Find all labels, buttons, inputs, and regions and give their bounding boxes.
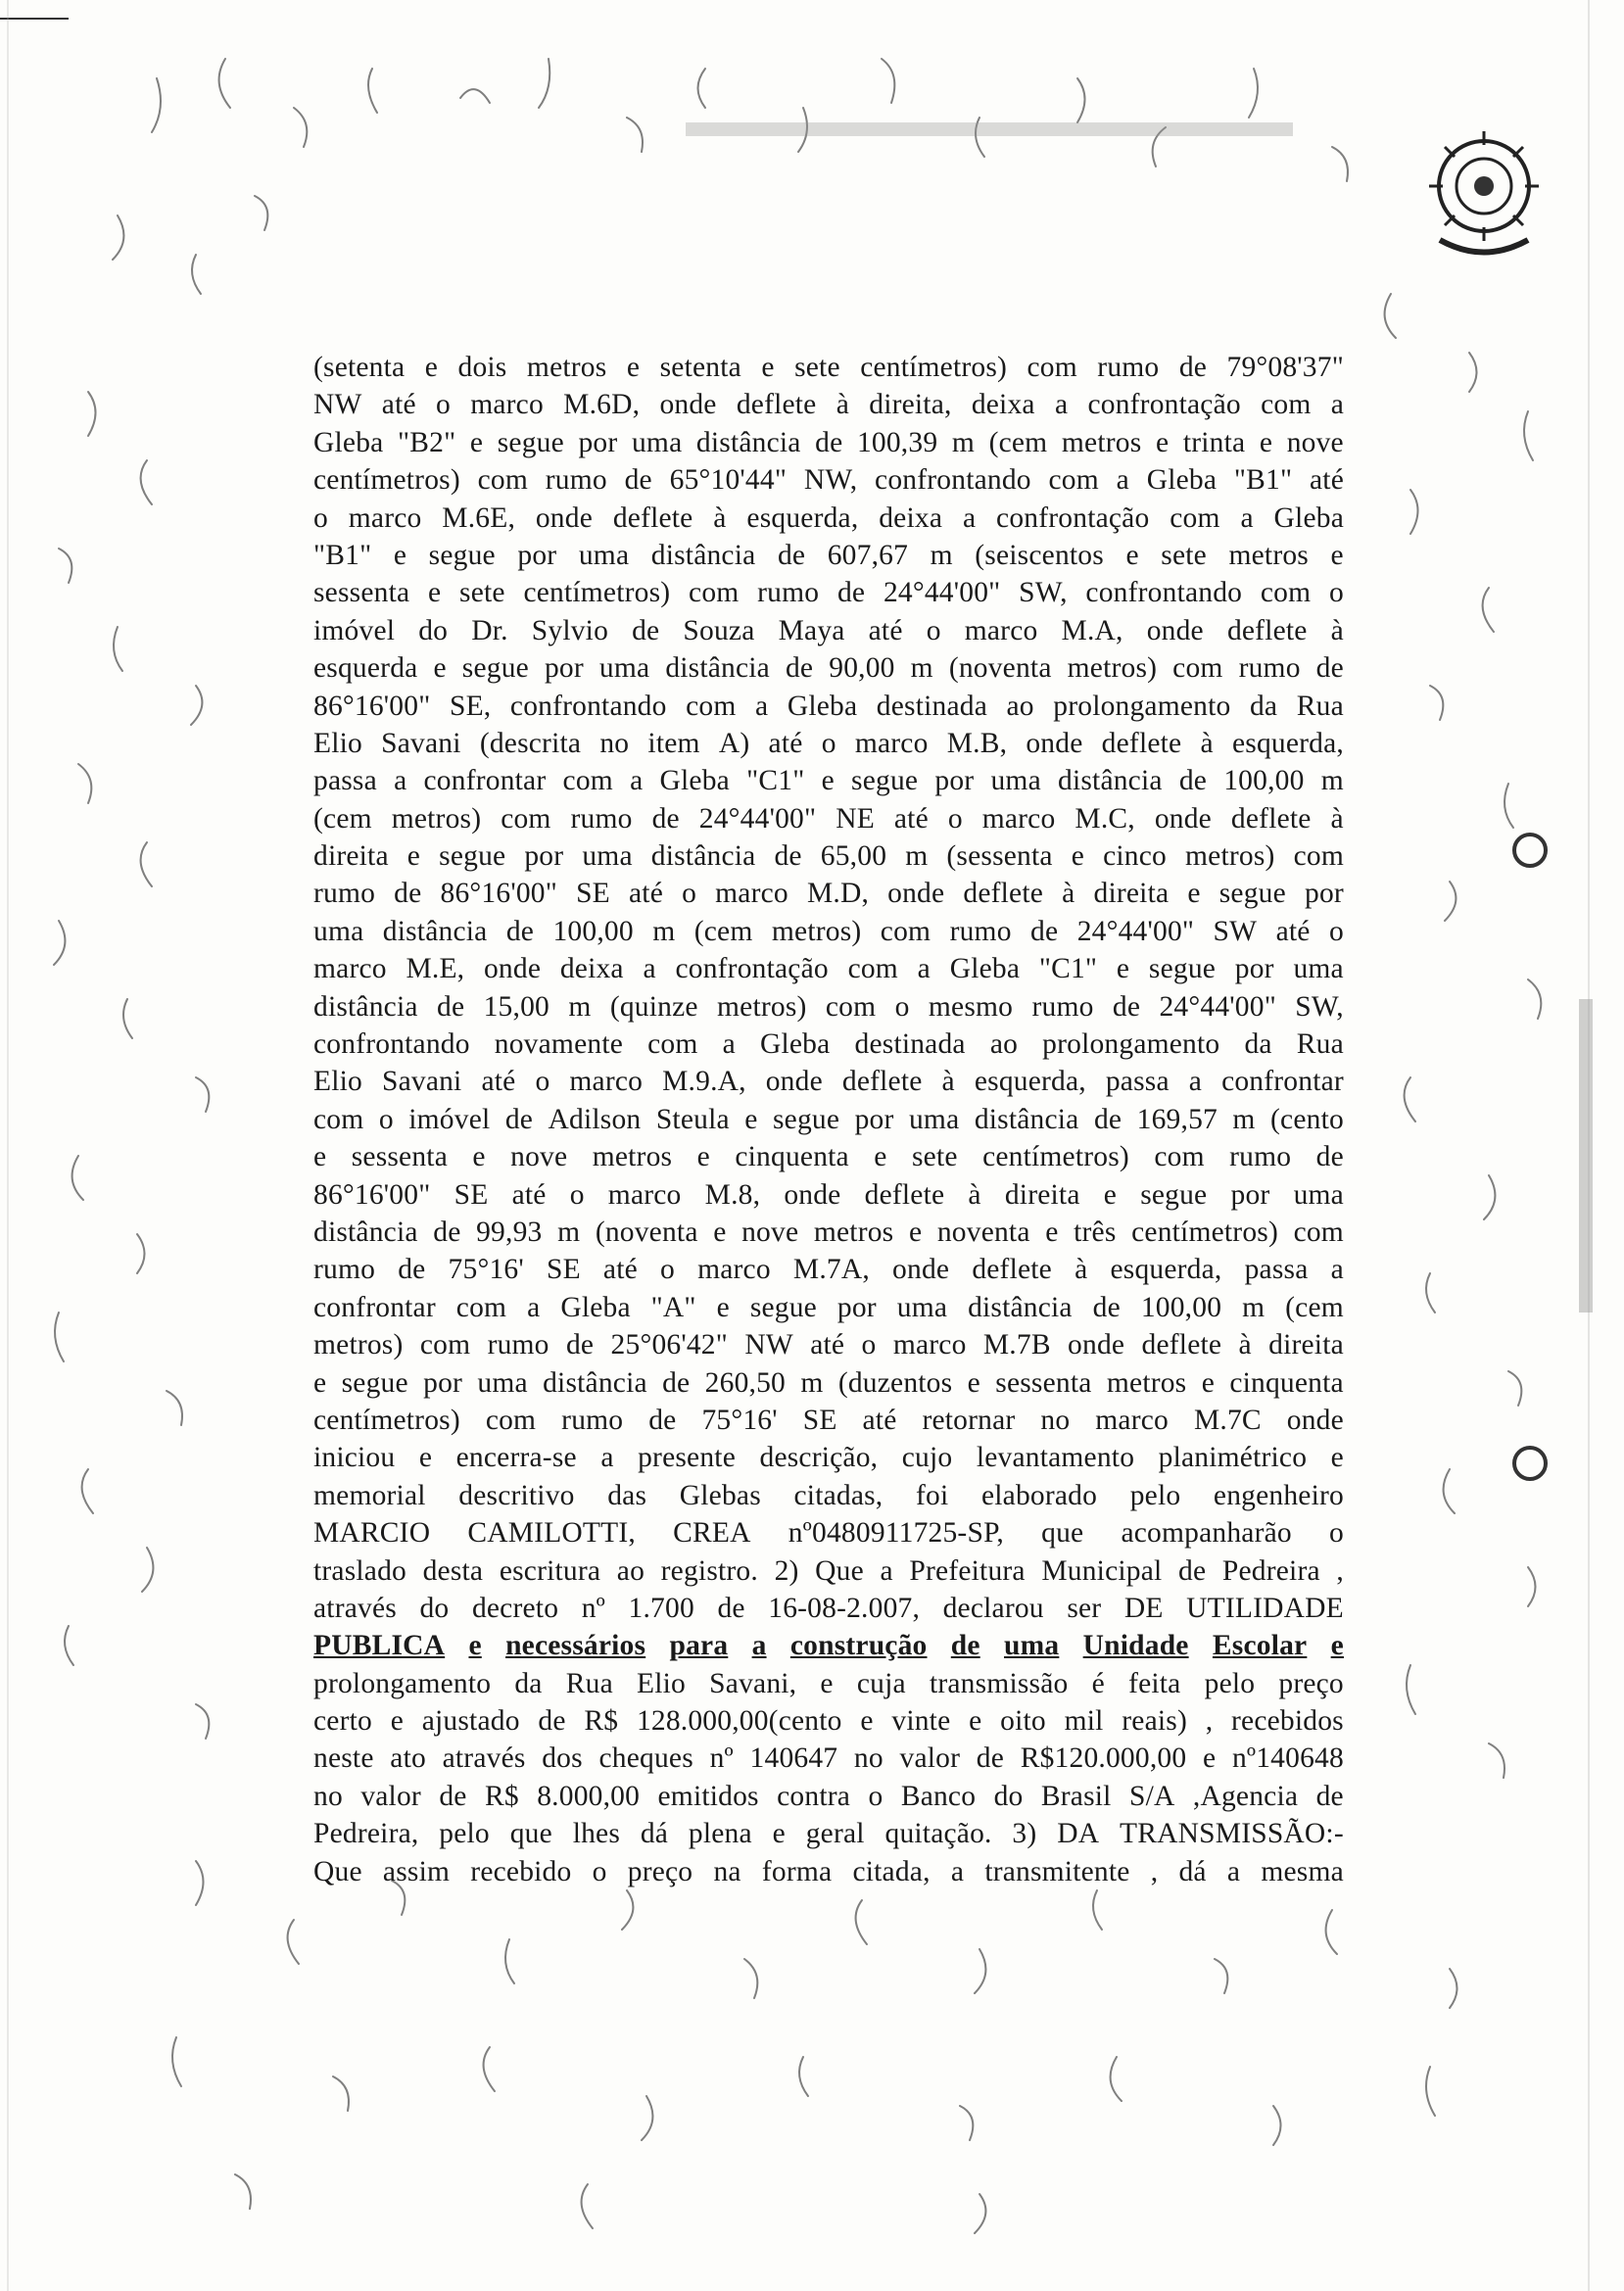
text-line: imóvel do Dr. Sylvio de Souza Maya até o marco M.A, onde deflete à <box>313 614 1344 646</box>
text-line: distância de 15,00 m (quinze metros) com o mesmo rumo de 24°44'00" SW, <box>313 990 1344 1023</box>
text-line: rumo de 86°16'00" SE até o marco M.D, onde deflete à direita e segue por <box>313 878 1344 910</box>
text-line: através do decreto nº 1.700 de 16-08-2.007, declarou ser DE UTILIDADE <box>313 1592 1344 1624</box>
text-line: traslado desta escritura ao registro. 2) Que a Prefeitura Municipal de Pedreira , <box>313 1554 1344 1587</box>
text-line: prolongamento da Rua Elio Savani, e cuja transmissão é feita pelo preço <box>313 1667 1344 1699</box>
text-line: 86°16'00" SE até o marco M.8, onde deflete à direita e segue por uma <box>313 1178 1344 1211</box>
text-line: 86°16'00" SE, confrontando com a Gleba destinada ao prolongamento da Rua <box>313 690 1344 722</box>
text-line: direita e segue por uma distância de 65,00 m (sessenta e cinco metros) com <box>313 840 1344 873</box>
text-line: Que assim recebido o preço na forma citada, a transmitente , dá a mesma <box>313 1855 1344 1887</box>
text-line: passa a confrontar com a Gleba "C1" e segue por uma distância de 100,00 m <box>313 765 1344 797</box>
text-line: confrontando novamente com a Gleba destinada ao prolongamento da Rua <box>313 1028 1344 1061</box>
text-line: o marco M.6E, onde deflete à esquerda, deixa a confrontação com a Gleba <box>313 501 1344 534</box>
text-line: distância de 99,93 m (noventa e nove metros e noventa e três centímetros) com <box>313 1216 1344 1248</box>
text-line-emphasis: PUBLICA e necessários para a construção de uma Unidade Escolar e <box>313 1630 1344 1662</box>
text-line: marco M.E, onde deixa a confrontação com a Gleba "C1" e segue por uma <box>313 953 1344 985</box>
text-line: no valor de R$ 8.000,00 emitidos contra o Banco do Brasil S/A ,Agencia de <box>313 1780 1344 1812</box>
text-line: neste ato através dos cheques nº 140647 no valor de R$120.000,00 e nº140648 <box>313 1742 1344 1775</box>
text-line: memorial descritivo das Glebas citadas, foi elaborado pelo engenheiro <box>313 1479 1344 1511</box>
text-line: Elio Savani até o marco M.9.A, onde deflete à esquerda, passa a confrontar <box>313 1066 1344 1098</box>
text-line: Elio Savani (descrita no item A) até o marco M.B, onde deflete à esquerda, <box>313 727 1344 759</box>
text-line: "B1" e segue por uma distância de 607,67 m (seiscentos e sete metros e <box>313 539 1344 571</box>
text-line: uma distância de 100,00 m (cem metros) com rumo de 24°44'00" SW até o <box>313 915 1344 947</box>
text-line: centímetros) com rumo de 75°16' SE até retornar no marco M.7C onde <box>313 1404 1344 1436</box>
text-line: iniciou e encerra-se a presente descrição, cujo levantamento planimétrico e <box>313 1442 1344 1474</box>
deed-text-block <box>313 349 1344 1890</box>
brazil-coat-of-arms-seal <box>1410 118 1557 264</box>
text-line: Gleba "B2" e segue por uma distância de 100,39 m (cem metros e trinta e nove <box>313 426 1344 458</box>
text-line: metros) com rumo de 25°06'42" NW até o marco M.7B onde deflete à direita <box>313 1329 1344 1361</box>
text-line: rumo de 75°16' SE até o marco M.7A, onde deflete à esquerda, passa a <box>313 1254 1344 1286</box>
text-line: NW até o marco M.6D, onde deflete à direita, deixa a confrontação com a <box>313 389 1344 421</box>
text-line: (setenta e dois metros e setenta e sete centímetros) com rumo de 79°08'37" <box>313 352 1344 383</box>
text-line: centímetros) com rumo de 65°10'44" NW, confrontando com a Gleba "B1" até <box>313 464 1344 497</box>
text-line: (cem metros) com rumo de 24°44'00" NE até o marco M.C, onde deflete à <box>313 802 1344 835</box>
text-line: sessenta e sete centímetros) com rumo de 24°44'00" SW, confrontando com o <box>313 577 1344 609</box>
text-line: com o imóvel de Adilson Steula e segue por uma distância de 169,57 m (cento <box>313 1103 1344 1135</box>
text-line: e segue por uma distância de 260,50 m (duzentos e sessenta metros e cinquenta <box>313 1366 1344 1399</box>
text-line: Pedreira, pelo que lhes dá plena e geral quitação. 3) DA TRANSMISSÃO:- <box>313 1818 1344 1850</box>
text-line: e sessenta e nove metros e cinquenta e sete centímetros) com rumo de <box>313 1141 1344 1173</box>
text-line: confrontar com a Gleba "A" e segue por uma distância de 100,00 m (cem <box>313 1291 1344 1323</box>
text-line: esquerda e segue por uma distância de 90,00 m (noventa metros) com rumo de <box>313 652 1344 685</box>
text-line: MARCIO CAMILOTTI, CREA nº0480911725-SP, que acompanharão o <box>313 1517 1344 1550</box>
text-line: certo e ajustado de R$ 128.000,00(cento e vinte e oito mil reais) , recebidos <box>313 1705 1344 1738</box>
